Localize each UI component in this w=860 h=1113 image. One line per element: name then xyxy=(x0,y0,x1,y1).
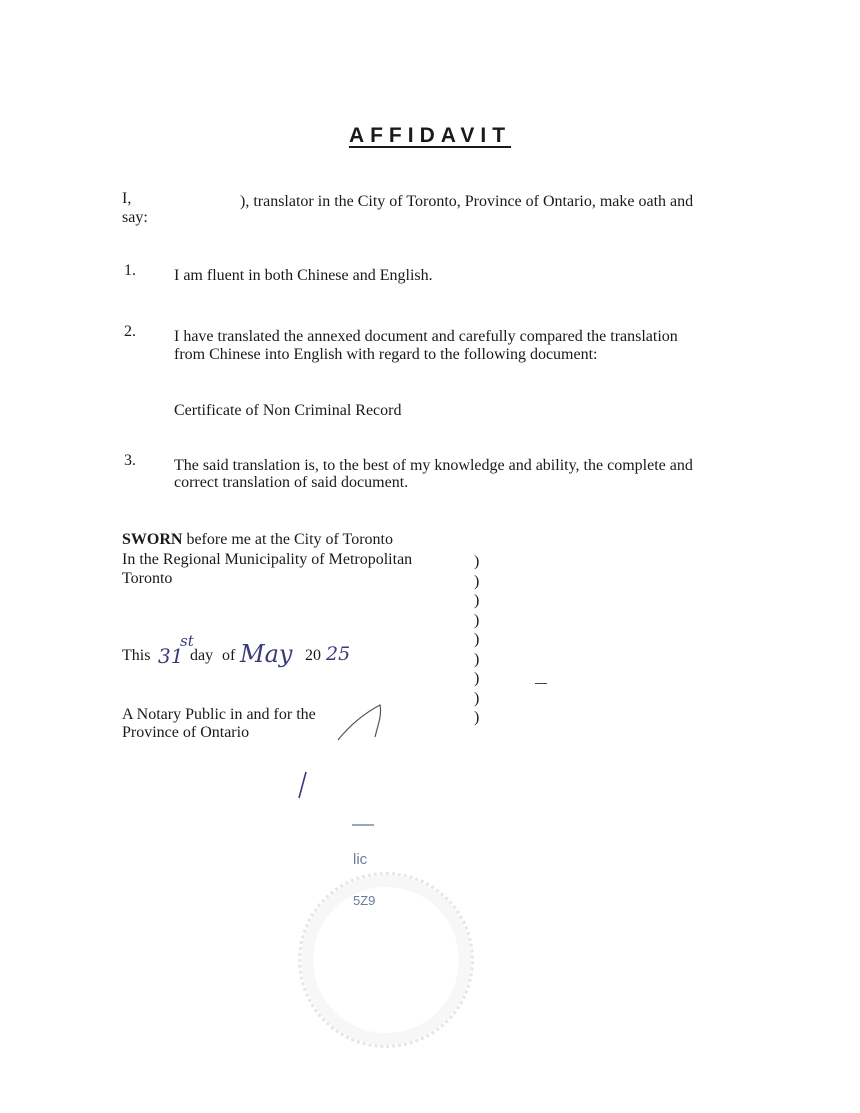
date-year-hand: 25 xyxy=(326,643,351,665)
paren-column xyxy=(474,552,479,728)
sworn-line1 xyxy=(122,530,393,549)
date-this: This xyxy=(122,647,151,664)
document-title: AFFIDAVIT xyxy=(348,124,512,147)
paren: ) xyxy=(474,611,480,629)
paren: ) xyxy=(474,709,480,726)
paren: ) xyxy=(474,650,480,668)
item-2-line1: I have translated the annexed document and carefully compared the translation xyxy=(174,328,678,345)
sworn-bold: SWORN xyxy=(122,531,183,548)
intro-line2: say: xyxy=(122,209,148,226)
signature-tick xyxy=(292,770,312,800)
item-2-number: 2. xyxy=(124,323,136,340)
item-3-line2: correct translation of said document. xyxy=(174,474,409,491)
item-2-line2: from Chinese into English with regard to the following document: xyxy=(174,346,598,363)
sworn-line2: In the Regional Municipality of Metropolitan xyxy=(122,551,413,568)
embossed-seal xyxy=(298,872,474,1048)
date-day-word: day xyxy=(190,647,214,664)
paren: ) xyxy=(474,553,480,570)
redacted-area xyxy=(548,630,668,740)
dash-mark xyxy=(535,683,547,684)
notary-line1: A Notary Public in and for the xyxy=(122,706,316,723)
item-1-number: 1. xyxy=(124,262,136,279)
paren: ) xyxy=(474,631,480,648)
stamp-line xyxy=(352,824,374,826)
date-day-hand: 31 xyxy=(158,644,184,668)
sworn-line3: Toronto xyxy=(122,570,173,587)
stamp-fragment-1: lic xyxy=(353,851,368,868)
date-of-word: of xyxy=(222,647,236,664)
stamp-fragment-2: 5Z9 xyxy=(353,893,376,908)
item-1-text: I am fluent in both Chinese and English. xyxy=(174,267,433,284)
signature-strokes xyxy=(330,695,400,815)
paren: ) xyxy=(474,689,480,707)
item-3-line1: The said translation is, to the best of my knowledge and ability, the complete and xyxy=(174,457,693,474)
intro-line1: ), translator in the City of Toronto, Province of Ontario, make oath and xyxy=(240,193,694,210)
paren: ) xyxy=(474,572,480,590)
paren: ) xyxy=(474,670,480,687)
intro-prefix: I, xyxy=(122,190,132,207)
document-name: Certificate of Non Criminal Record xyxy=(174,402,402,419)
notary-line2: Province of Ontario xyxy=(122,724,250,741)
paren: ) xyxy=(474,592,480,609)
sworn-line1-rest: before me at the City of Toronto xyxy=(182,531,393,548)
date-month-hand: May xyxy=(240,640,293,668)
date-year-printed: 20 xyxy=(305,647,321,664)
item-3-number: 3. xyxy=(124,452,136,469)
date-day-suffix-hand: st xyxy=(180,632,194,650)
